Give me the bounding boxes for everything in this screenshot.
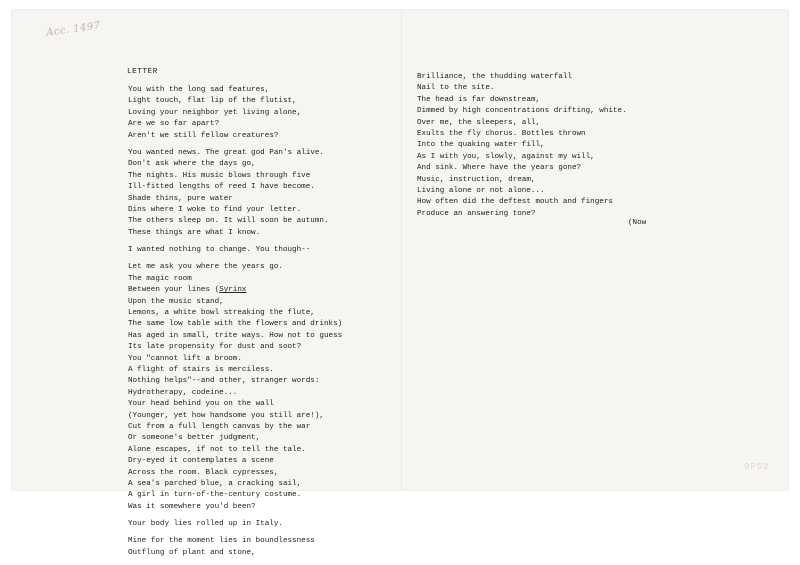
poem-line: Has aged in small, trite ways. How not to guess (128, 331, 343, 340)
stanza (128, 262, 342, 513)
poem-line: Dry-eyed it contemplates a scene (128, 457, 274, 466)
poem-line: Ill-fitted lengths of reed I have become. (128, 183, 315, 192)
poem-line: Let me ask you where the years go. (128, 263, 283, 272)
poem-line: Produce an answering tone? (417, 209, 536, 218)
poem-line: Its late propensity for dust and soot? (128, 343, 302, 352)
poem-line: These things are what I know. (128, 228, 261, 237)
poem-line: You "cannot lift a broom. (128, 354, 242, 363)
poem-line: Living alone or not alone... (417, 186, 545, 195)
poem-line: Brilliance, the thudding waterfall (417, 73, 572, 81)
stanza (128, 536, 342, 559)
poem-line: Or someone's better judgment, (128, 434, 261, 443)
poem-line: Shade thins, pure water (128, 194, 233, 203)
poem-line: The nights. His music blows through five (128, 171, 311, 180)
stanza (128, 85, 342, 142)
poem-line: Loving your neighbor yet living alone, (128, 108, 302, 117)
poem-line: A sea's parched blue, a cracking sail, (128, 479, 302, 488)
pencil-annotation: Acc. 1497 (45, 20, 102, 39)
poem-line: Across the room. Black cypresses, (128, 468, 279, 477)
poem-line: Lemons, a white bowl streaking the flute, (128, 309, 315, 318)
poem-title: LETTER (127, 68, 158, 76)
poem-line: Mine for the moment lies in boundlessness (128, 537, 315, 546)
faded-stamp: 9PS2 (744, 462, 770, 472)
poem-line: Cut from a full length canvas by the war (128, 422, 311, 431)
poem-line: You wanted news. The great god Pan's alive. (128, 148, 324, 157)
page-fold (401, 10, 403, 490)
poem-line: The magic room (128, 274, 192, 283)
stanza (128, 519, 342, 530)
poem-line: Aren't we still fellow creatures? (128, 131, 279, 140)
poem-line: Your head behind you on the wall (128, 400, 274, 409)
poem-line: Into the quaking water fill, (417, 141, 545, 150)
poem-line: Alone escapes, if not to tell the tale. (128, 445, 306, 454)
poem-line: Are we so far apart? (128, 120, 220, 129)
poem-line: The same low table with the flowers and drinks) (128, 320, 343, 329)
poem-line: Between your lines (Syrinx (128, 286, 247, 295)
poem-line: Upon the music stand, (128, 297, 224, 306)
poem-line: Exults the fly chorus. Bottles thrown (417, 129, 586, 138)
right-column-text (417, 72, 627, 220)
poem-line: Your body lies rolled up in Italy. (128, 520, 283, 529)
poem-line: You with the long sad features, (128, 86, 270, 94)
poem-line: Hydrotherapy, codeine... (128, 388, 238, 397)
poem-line: And sink. Where have the years gone? (417, 164, 582, 173)
poem-line: Over me, the sleepers, all, (417, 118, 541, 127)
stanza (128, 245, 342, 256)
stanza (128, 148, 342, 239)
poem-line: How often did the deftest mouth and fingers (417, 198, 613, 207)
poem-line: Dimmed by high concentrations drifting, white. (417, 107, 627, 116)
underlined-word: Syrinx (219, 286, 247, 295)
poem-line: A flight of stairs is merciless. (128, 365, 274, 374)
poem-line: Was it somewhere you'd been? (128, 502, 256, 511)
poem-line: Music, instruction, dream, (417, 175, 536, 184)
poem-line: Nothing helps"--and other, stranger words: (128, 377, 320, 386)
poem-line: A girl in turn-of-the-century costume. (128, 491, 302, 500)
poem-line: Nail to the site. (417, 84, 495, 93)
poem-line: The others sleep on. It will soon be autumn. (128, 217, 329, 226)
poem-line: As I with you, slowly, against my will, (417, 152, 595, 161)
continuation-marker: (Now (628, 219, 647, 227)
poem-line: I wanted nothing to change. You though-- (128, 246, 311, 255)
poem-line: Light touch, flat lip of the flutist, (128, 97, 297, 106)
poem-line: Dins where I woke to find your letter. (128, 205, 302, 214)
poem-line: The head is far downstream, (417, 95, 541, 104)
poem-line: Don't ask where the days go, (128, 160, 256, 169)
left-column-text (128, 85, 342, 565)
poem-line: (Younger, yet how handsome you still are!), (128, 411, 324, 420)
poem-line: Outflung of plant and stone, (128, 548, 256, 557)
